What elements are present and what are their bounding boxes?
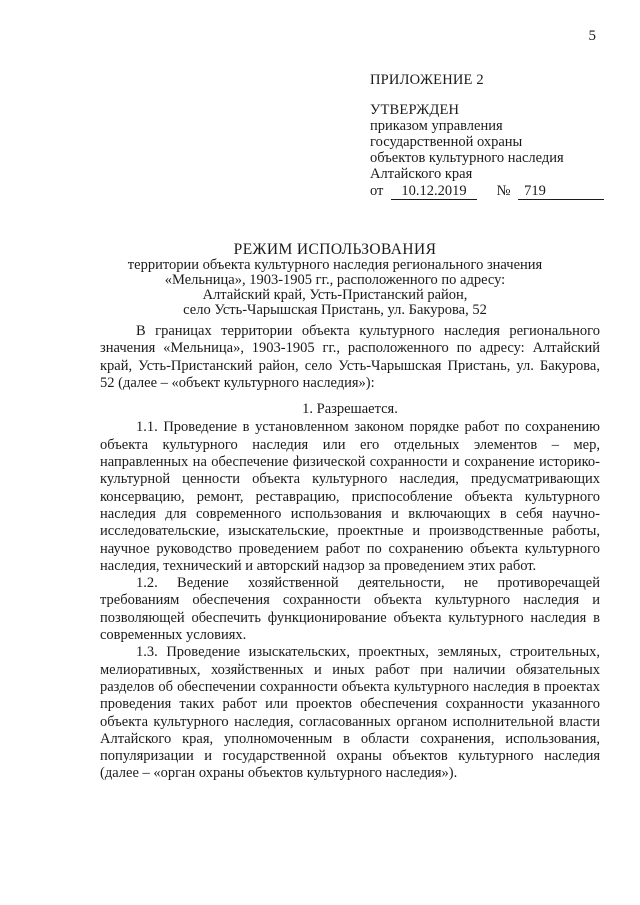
- document-title: [100, 241, 570, 318]
- approval-line: Алтайского края: [370, 166, 473, 182]
- order-number: 719: [518, 184, 604, 200]
- title-line: Алтайский край, Усть-Пристанский район,: [202, 287, 468, 303]
- title-line: село Усть-Чарышская Пристань, ул. Бакурова, 52: [183, 302, 487, 318]
- item-1-2: 1.2. Ведение хозяйственной деятельности, не противоречащей требованиям обеспечения сохранности объекта культурного наследия и позволяющей обеспечить функционирование объекта культурного наследия в современных условиях.: [100, 575, 600, 644]
- intro-paragraph: В границах территории объекта культурного наследия регионального значения «Мельница», 1903-1905 гг., расположенного по адресу: Алтайский край, Усть-Пристанский район, село Усть-Чарышская Пристань, ул. Бакурова, 52 (далее – «объект культурного наследия»):: [100, 323, 600, 391]
- appendix-label: ПРИЛОЖЕНИЕ 2: [370, 72, 484, 88]
- section-heading: 1. Разрешается.: [302, 401, 398, 418]
- from-label: от: [370, 183, 384, 199]
- title-line: территории объекта культурного наследия регионального значения: [127, 257, 543, 273]
- order-date: 10.12.2019: [391, 184, 477, 200]
- page-number: 5: [588, 28, 596, 44]
- document-body: [100, 323, 600, 783]
- approval-line: приказом управления: [370, 118, 503, 134]
- item-1-3: 1.3. Проведение изыскательских, проектных, земляных, строительных, мелиоративных, хозяйственных и иных работ при наличии обязательных разделов об обеспечении сохранности объекта культурного наследия в проектах проведения таких работ или проектов обеспечения сохранности указанного объекта культурного наследия, согласованных органом исполнительной власти Алтайского края, уполномоченным в области сохранения, использования, популяризации и государственной охраны объектов культурного наследия (далее – «орган охраны объектов культурного наследия»).: [100, 644, 600, 782]
- approval-line: объектов культурного наследия: [370, 150, 564, 166]
- title-line: «Мельница», 1903-1905 гг., расположенного по адресу:: [164, 272, 506, 288]
- approval-line: государственной охраны: [370, 134, 523, 150]
- order-line: [370, 183, 610, 200]
- approval-block: [370, 72, 610, 200]
- number-sign: №: [496, 183, 511, 199]
- main-title: РЕЖИМ ИСПОЛЬЗОВАНИЯ: [233, 241, 437, 258]
- approved-label: УТВЕРЖДЕН: [370, 102, 460, 118]
- item-1-1: 1.1. Проведение в установленном законом порядке работ по сохранению объекта культурного наследия или его отдельных элементов – мер, направленных на обеспечение физической сохранности и сохранение историко-культурной ценности объекта культурного наследия, предусматривающих консервацию, ремонт, реставрацию, приспособление объекта культурного наследия для современного использования и включающих в себя научно-исследовательские, изыскательские, проектные и производственные работы, научное руководство проведением работ по сохранению объекта культурного наследия, технический и авторский надзор за проведением этих работ.: [100, 419, 600, 574]
